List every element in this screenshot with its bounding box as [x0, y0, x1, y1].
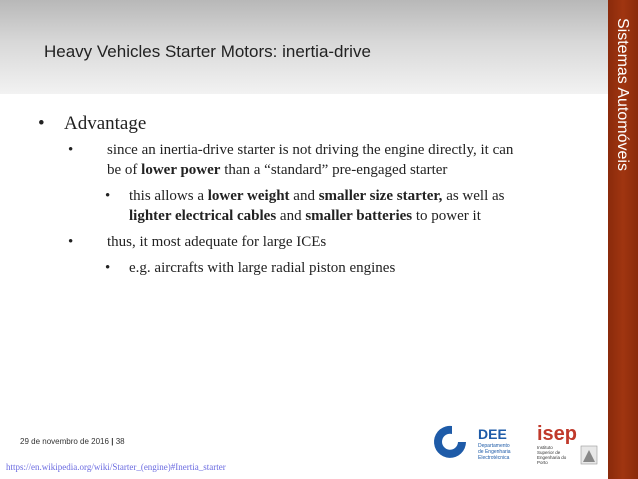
bullet-lower-weight: • this allows a lower weight and smaller size starter, as well as lighter electrical cables and smaller batteries to power it: [105, 188, 505, 224]
bullet-advantage: • Advantage: [38, 113, 147, 134]
footer-date: 29 de novembro de 2016 | 38: [20, 437, 125, 446]
bullet-dot: •: [68, 234, 74, 250]
svg-text:de Engenharia: de Engenharia: [478, 449, 511, 455]
source-link[interactable]: https://en.wikipedia.org/wiki/Starter_(engine)#Inertia_starter: [6, 462, 226, 472]
svg-text:Engenharia do: Engenharia do: [537, 455, 567, 460]
svg-text:Superior de: Superior de: [537, 450, 561, 455]
bullet-dot: •: [68, 142, 74, 158]
dee-logo-text: DEE: [478, 426, 507, 442]
side-title: Sistemas Automóveis: [614, 18, 631, 171]
isep-emblem-icon: [581, 446, 597, 464]
isep-logo: [535, 418, 605, 468]
bullet-dot: •: [105, 188, 111, 204]
bullet-dot: •: [105, 260, 111, 276]
dee-logo-mark: [434, 426, 466, 458]
dee-logo: [432, 422, 532, 462]
svg-text:Porto: Porto: [537, 460, 548, 465]
bullet-dot: •: [38, 113, 45, 134]
isep-logo-text: isep: [537, 423, 578, 445]
slide-title: Heavy Vehicles Starter Motors: inertia-drive: [44, 42, 371, 61]
svg-text:Departamento: Departamento: [478, 443, 510, 449]
svg-text:Instituto: Instituto: [537, 445, 553, 450]
svg-text:Electrotécnica: Electrotécnica: [478, 455, 510, 461]
bullet-large-ices: • thus, it most adequate for large ICEs: [68, 234, 327, 250]
bullet-aircrafts: • e.g. aircrafts with large radial piston engines: [105, 260, 396, 276]
bullet-inertia-drive: • since an inertia-drive starter is not driving the engine directly, it can be of lower power than a “standard” pre-engaged starter: [68, 142, 514, 178]
page-number: 38: [115, 437, 125, 446]
